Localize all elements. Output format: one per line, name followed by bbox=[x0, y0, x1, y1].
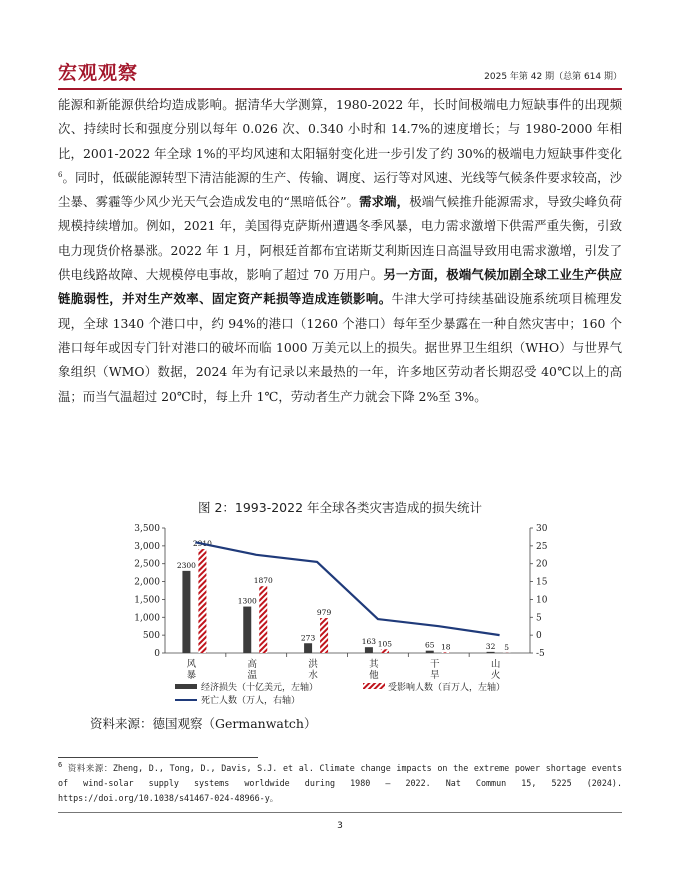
bar-affected-people bbox=[320, 618, 328, 653]
left-tick-label: 2,500 bbox=[134, 559, 160, 570]
right-tick-label: 30 bbox=[536, 524, 548, 534]
category-label-line: 旱 bbox=[429, 670, 440, 681]
page-header bbox=[58, 56, 622, 90]
category-label-line: 他 bbox=[369, 670, 379, 681]
category-label-line: 洪 bbox=[308, 659, 318, 670]
figure-source: 资料来源：德国观察（Germanwatch） bbox=[90, 716, 317, 731]
bar-affected-people bbox=[259, 586, 267, 653]
category-label-line: 温 bbox=[247, 670, 258, 681]
legend-label-affected-people: 受影响人数（百万人，左轴） bbox=[388, 683, 506, 693]
data-label-affected-people: 18 bbox=[440, 642, 451, 652]
bar-economic-loss bbox=[182, 571, 190, 653]
bar-economic-loss bbox=[365, 647, 373, 653]
category-label-line: 水 bbox=[308, 670, 318, 681]
data-label-economic-loss: 2300 bbox=[176, 560, 196, 570]
left-tick-label: 0 bbox=[154, 649, 160, 659]
bar-economic-loss bbox=[426, 651, 434, 653]
right-tick-label: 15 bbox=[536, 577, 548, 588]
legend-label-economic-loss: 经济损失（十亿美元，左轴） bbox=[201, 683, 319, 693]
category-label-line: 干 bbox=[429, 659, 440, 670]
right-tick-label: -5 bbox=[536, 649, 545, 659]
bar-affected-people bbox=[442, 652, 450, 653]
page-number: 3 bbox=[337, 821, 343, 831]
left-tick-label: 1,500 bbox=[134, 595, 160, 606]
bar-economic-loss bbox=[487, 652, 495, 653]
data-label-economic-loss: 1300 bbox=[237, 596, 257, 606]
bar-affected-people bbox=[381, 649, 389, 653]
category-label-line: 高 bbox=[247, 659, 258, 670]
figure-title: 图 2：1993-2022 年全球各类灾害造成的损失统计 bbox=[197, 500, 483, 515]
footnote bbox=[58, 761, 622, 806]
text-run: 极端气候推升能源需求，导致尖峰负荷规模持续增加。例如，2021 年，美国得克萨斯州遭遇冬季风暴，电力需求激增下供需严重失衡，引致电力现货价格暴涨。2022 年 1 月，阿根廷首都布宜诺斯艾利斯因连日高温导致用电需求激增，引发了供电线路故障、大规模停电事故，影响了超过 70 万用户。 bbox=[58, 194, 623, 283]
right-tick-label: 25 bbox=[536, 541, 548, 552]
issue-number: 2025 年第 42 期（总第 614 期） bbox=[484, 72, 622, 82]
category-label-line: 山 bbox=[490, 659, 501, 670]
emphasis-text: 需求端， bbox=[359, 194, 410, 210]
right-tick-label: 10 bbox=[536, 595, 548, 606]
data-label-affected-people: 2910 bbox=[192, 539, 212, 549]
emphasis-text: 另一方面，极端气候加剧全球工业生产供应链脆弱性，并对生产效率、固定资产耗损等造成连锁影响。 bbox=[58, 267, 622, 307]
line-deaths bbox=[195, 542, 499, 635]
publication-name: 宏观观察 bbox=[58, 62, 139, 84]
left-tick-label: 1,000 bbox=[134, 613, 160, 624]
right-tick-label: 0 bbox=[536, 631, 542, 642]
disaster-loss-chart bbox=[120, 518, 560, 710]
text-run: 牛津大学可持续基础设施系统项目梳理发现，全球 1340 个港口中，约 94%的港口（1260 个港口）每年至少暴露在一种自然灾害中；160 个港口每年或因专门针对港口的破坏而临 1000 万美元以上的损失。据世界卫生组织（WHO）与世界气象组织（WMO）数据，2024 年为有记录以来最热的一年，许多地区劳动者长期忍受 40℃以上的高温；而当气温超过 20℃时，每上升 1℃，劳动者生产力就会下降 2%至 3%。 bbox=[58, 291, 622, 404]
footnote-divider bbox=[58, 757, 258, 758]
data-label-economic-loss: 65 bbox=[424, 640, 435, 650]
bar-affected-people bbox=[198, 549, 206, 653]
footnote-number: 6 bbox=[58, 761, 63, 770]
data-label-economic-loss: 163 bbox=[361, 637, 377, 647]
category-label-line: 暴 bbox=[186, 670, 197, 681]
data-label-affected-people: 105 bbox=[377, 639, 393, 649]
legend-label-deaths: 死亡人数（万人，右轴） bbox=[201, 696, 301, 706]
left-tick-label: 2,000 bbox=[134, 577, 160, 588]
category-label-line: 风 bbox=[186, 659, 197, 670]
legend-swatch-affected-people bbox=[363, 683, 385, 689]
footnote-text[interactable]: 资料来源：Zheng, D., Tong, D., Davis, S.J. et al. Climate change impacts on the extreme power shortage events of wind-solar supply systems worldwide during 1980 – 2022. Nat Commun 15, 5225 (2024). https://doi.org/10.1038/s41467-024-48966-y。 bbox=[58, 763, 622, 803]
data-label-affected-people: 979 bbox=[316, 608, 332, 618]
left-tick-label: 3,500 bbox=[134, 524, 160, 534]
data-label-affected-people: 5 bbox=[504, 642, 509, 652]
footnote-ref[interactable]: 6 bbox=[58, 170, 63, 179]
right-tick-label: 20 bbox=[536, 559, 548, 570]
right-tick-label: 5 bbox=[536, 613, 542, 624]
category-label-line: 火 bbox=[490, 670, 501, 681]
bar-economic-loss bbox=[304, 643, 312, 653]
bar-economic-loss bbox=[243, 607, 251, 653]
legend-swatch-economic-loss bbox=[175, 684, 197, 689]
data-label-economic-loss: 273 bbox=[300, 633, 316, 643]
left-tick-label: 3,000 bbox=[134, 541, 160, 552]
footer-divider bbox=[58, 812, 622, 813]
body-paragraph bbox=[58, 93, 622, 409]
data-label-affected-people: 1870 bbox=[253, 576, 273, 586]
category-label-line: 其 bbox=[369, 659, 379, 670]
text-run: 。同时，低碳能源转型下清洁能源的生产、传输、调度、运行等对风速、光线等气候条件要求较高，沙尘暴、雾霾等少风少光天气会造成发电的“黑暗低谷”。 bbox=[58, 169, 622, 210]
left-tick-label: 500 bbox=[142, 631, 160, 642]
text-run: 能源和新能源供给均造成影响。据清华大学测算，1980-2022 年，长时间极端电力短缺事件的出现频次、持续时长和强度分别以每年 0.026 次、0.340 小时和 14.7%的速度增长；与 1980-2000 年相比，2001-2022 年全球 1%的平均风速和太阳辐射变化进一步引发了约 30%的极端电力短缺事件变化 bbox=[58, 97, 622, 161]
data-label-economic-loss: 32 bbox=[485, 641, 496, 651]
